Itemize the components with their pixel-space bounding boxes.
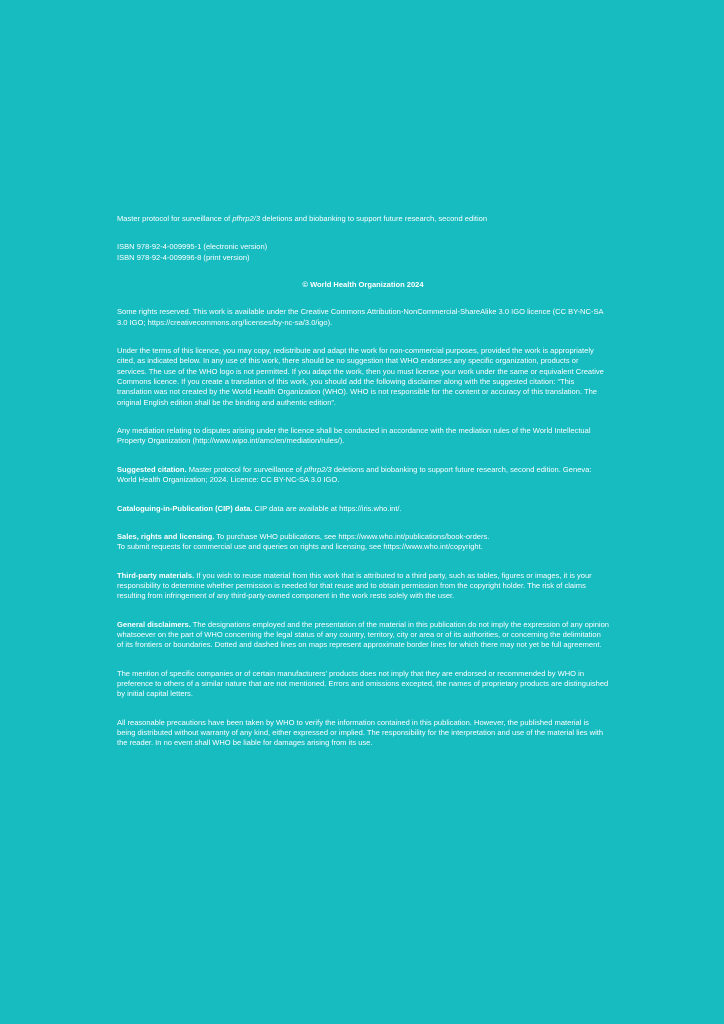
- general-disclaimers-text: The designations employed and the presentation of the material in this publication do not imply the expression of any opinion whatsoever on the part of WHO concerning the legal status of any country, territory, city or area or of its authorities, or concerning the delimitation of its frontiers or boundaries. Dotted and dashed lines on maps represent approximate border lines for which there may not yet be full agreement.: [117, 619, 609, 650]
- title-gene-italic: pfhrp2/3: [232, 214, 261, 223]
- publication-title: [117, 214, 609, 224]
- companies-paragraph: The mention of specific companies or of certain manufacturers’ products does not imply that they are endorsed or recommended by WHO in preference to others of a similar nature that are not mentioned. Errors and omissions excepted, the names of proprietary products are distinguished by initial capital letters.: [117, 668, 609, 699]
- third-party-label: Third-party materials.: [117, 570, 195, 580]
- sales-label: Sales, rights and licensing.: [117, 531, 215, 541]
- cip-label: Cataloguing-in-Publication (CIP) data.: [117, 503, 253, 513]
- mediation-paragraph: Any mediation relating to disputes arising under the licence shall be conducted in accordance with the mediation rules of the World Intellectual Property Organization (http://www.wipo.int/amc/en/mediation/rules/).: [117, 426, 591, 446]
- rights-paragraph: Some rights reserved. This work is available under the Creative Commons Attribution-NonCommercial-ShareAlike 3.0 IGO licence (CC BY-NC-SA 3.0 IGO; https://creativecommons.org/licenses/by-nc-sa/3.0/igo).: [117, 307, 604, 327]
- general-disclaimers-label: General disclaimers.: [117, 619, 191, 629]
- citation-gene-italic: pfhrp2/3: [304, 464, 332, 474]
- isbn-electronic: ISBN 978-92-4-009995-1 (electronic version): [117, 242, 268, 252]
- copyright-page-content: [117, 214, 609, 767]
- third-party-paragraph: [117, 571, 609, 602]
- suggested-citation-paragraph: [117, 465, 609, 486]
- sales-text-1: To purchase WHO publications, see https://www.who.int/publications/book-orders.: [214, 531, 490, 541]
- isbn-block: [117, 242, 609, 263]
- isbn-print: ISBN 978-92-4-009996-8 (print version): [117, 252, 250, 262]
- citation-text-prefix: Master protocol for surveillance of: [186, 464, 305, 474]
- title-suffix: deletions and biobanking to support future research, second edition: [260, 214, 488, 223]
- sales-line-2: To submit requests for commercial use and queries on rights and licensing, see https://www.who.int/copyright.: [117, 542, 483, 552]
- cip-paragraph: [117, 504, 609, 514]
- sales-line-1: [117, 532, 609, 542]
- copyright-notice: © World Health Organization 2024: [302, 280, 424, 290]
- general-disclaimers-paragraph: [117, 620, 609, 651]
- precautions-paragraph: All reasonable precautions have been taken by WHO to verify the information contained in this publication. However, the published material is being distributed without warranty of any kind, either expressed or implied. The responsibility for the interpretation and use of the material lies with the reader. In no event shall WHO be liable for damages arising from its use.: [117, 717, 604, 748]
- sales-paragraph: [117, 532, 609, 553]
- third-party-text: If you wish to reuse material from this work that is attributed to a third party, such as tables, figures or images, it is your responsibility to determine whether permission is needed for that reuse and to obtain permission from the copyright holder. The risk of claims resulting from infringement of any third-party-owned component in the work rests solely with the user.: [117, 570, 592, 601]
- citation-text-suffix: deletions and biobanking to support future research, second edition. Geneva: World Health Organization; 2024. Licence: CC BY-NC-SA 3.0 IGO.: [117, 464, 592, 485]
- licence-terms-paragraph: Under the terms of this licence, you may copy, redistribute and adapt the work for non-commercial purposes, provided the work is appropriately cited, as indicated below. In any use of this work, there should be no suggestion that WHO endorses any specific organization, products or services. The use of the WHO logo is not permitted. If you adapt the work, then you must license your work under the same or equivalent Creative Commons licence. If you create a translation of this work, you should add the following disclaimer along with the suggested citation: “This translation was not created by the World Health Organization (WHO). WHO is not responsible for the content or accuracy of this translation. The original English edition shall be the binding and authentic edition”.: [117, 346, 604, 407]
- title-prefix: Master protocol for surveillance of: [117, 214, 233, 223]
- suggested-citation-label: Suggested citation.: [117, 464, 187, 474]
- cip-text: CIP data are available at https://iris.who.int/.: [252, 503, 402, 513]
